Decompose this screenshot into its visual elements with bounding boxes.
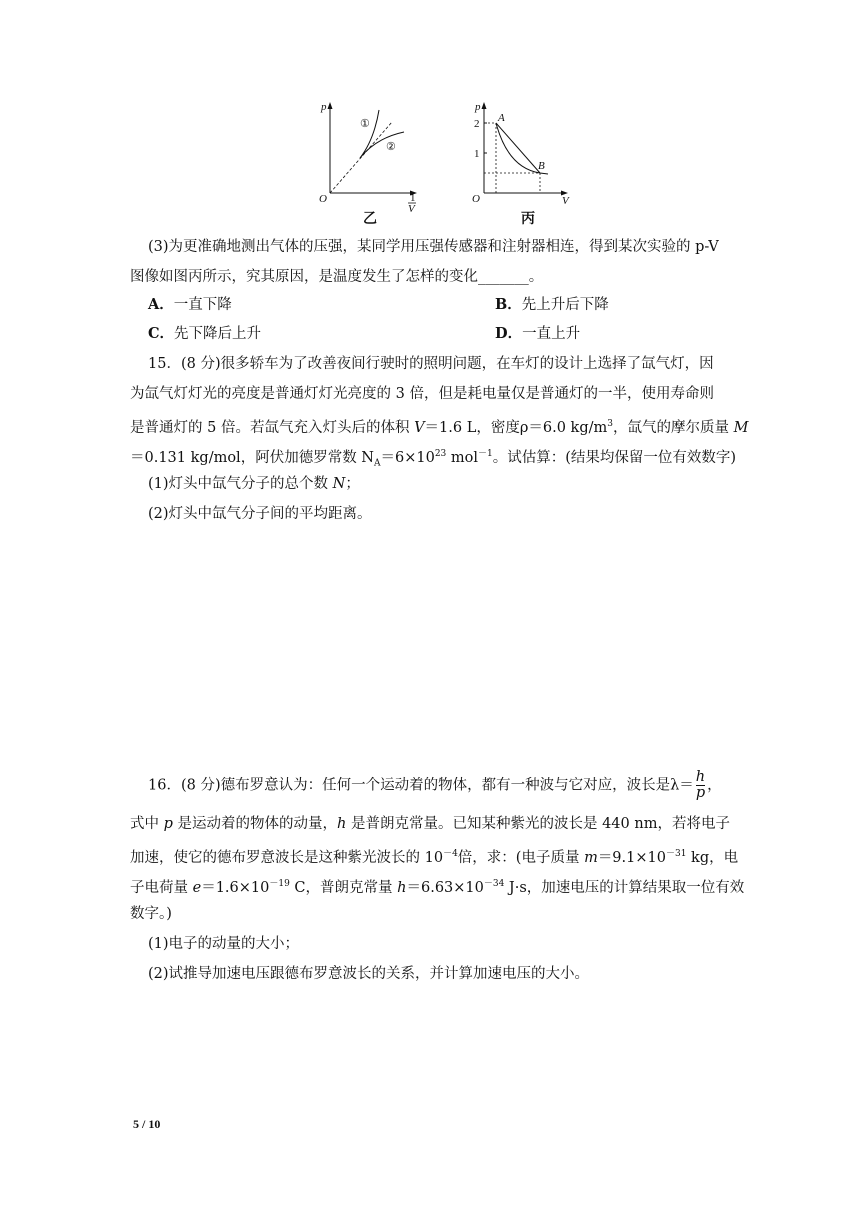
curve-2	[360, 132, 404, 158]
q16-line2-text-c: 是运动着的物体的动量，	[172, 816, 338, 832]
q16-var-m: m	[584, 849, 598, 866]
q15-sup-23: 23	[434, 449, 447, 459]
q15-line4-text-c: ＝6×10	[380, 449, 435, 466]
option-d-key: D．	[495, 325, 523, 342]
q16-line5: 数字。)	[130, 906, 172, 922]
q14-3-line1: (3)为更准确地测出气体的压强，某同学用压强传感器和注射器相连，得到某次实验的 p-V	[148, 239, 719, 255]
q15-sub2: (2)灯头中氙气分子间的平均距离。	[148, 506, 372, 522]
x-axis-label: V	[562, 195, 569, 207]
q16-sup-minus34: －34	[483, 879, 505, 889]
option-c	[148, 323, 261, 345]
q16-line4	[130, 873, 744, 899]
q15-sup-3: 3	[607, 419, 613, 429]
q16-var-h: h	[337, 816, 347, 832]
q16-line3-text-e: ＝9.1×10	[597, 849, 666, 866]
q16-line2	[130, 813, 730, 835]
page-number: 5 / 10	[133, 1117, 161, 1131]
q15-line4-text-e: mol	[446, 449, 479, 466]
figure-yi	[310, 98, 425, 227]
figure-bing-graph	[460, 98, 580, 208]
q16-sub2: (2)试推导加速电压跟德布罗意波长的关系，并计算加速电压的大小。	[148, 966, 590, 982]
option-a-key: A．	[148, 296, 174, 313]
q16-line1	[148, 770, 722, 801]
q15-line4	[130, 443, 736, 475]
q16-line1-end: ，	[707, 777, 722, 794]
q14-3-line2: 图像如图丙所示，究其原因，是温度发生了怎样的变化_______。	[130, 269, 544, 285]
q16-fraction	[696, 770, 705, 801]
q15-line3-text-c: ＝1.6 L，密度ρ＝6.0 kg/m	[424, 419, 608, 436]
y-axis-label: p	[475, 101, 481, 113]
q16-line1-text: 16．(8 分)德布罗意认为：任何一个运动着的物体，都有一种波与它对应，波长是λ＝	[148, 777, 694, 794]
figures-row	[310, 98, 580, 230]
q15-line4-text-g: 。试估算：(结果均保留一位有效数字)	[492, 449, 737, 466]
curve-2-label: ②	[386, 141, 396, 153]
q16-line4-text-i: J·s，加速电压的计算结果取一位有效	[504, 879, 745, 896]
y-axis-label: p	[321, 101, 327, 113]
y-axis-arrow	[328, 102, 333, 109]
q16-line4-text-a: 子电荷量	[130, 879, 193, 896]
q16-sup-minus19: －19	[269, 879, 290, 889]
q15-var-v: V	[414, 419, 425, 436]
option-b-text: 先上升后下降	[521, 297, 609, 313]
option-d	[495, 323, 580, 345]
option-c-key: C．	[148, 325, 175, 342]
q16-line2-text-a: 式中	[130, 816, 164, 832]
q16-var-e: e	[192, 879, 202, 896]
q15-line3-text-a: 是普通灯的 5 倍。若氙气充入灯头后的体积	[130, 419, 415, 436]
curve-1-label: ①	[360, 118, 370, 130]
tick-label-1: 1	[474, 148, 480, 160]
y-axis-arrow	[482, 102, 487, 109]
q16-sub1: (1)电子的动量的大小；	[148, 936, 300, 952]
option-c-text: 先下降后上升	[174, 326, 262, 342]
q15-sub1	[148, 473, 360, 495]
q15-sub-a: A	[374, 458, 381, 469]
q15-line1: 15．(8 分)很多轿车为了改善夜间行驶时的照明问题，在车灯的设计上选择了氙气灯，因	[148, 356, 714, 372]
point-b-label: B	[538, 160, 545, 172]
q16-var-p: p	[163, 816, 173, 832]
figure-yi-caption: 乙	[363, 211, 377, 227]
x-axis-label-num: 1	[410, 192, 416, 204]
q16-line2-text-e: 是普朗克常量。已知某种紫光的波长是 440 nm，若将电子	[346, 816, 730, 832]
q16-sup-minus4: －4	[443, 849, 458, 859]
q16-line3-text-a: 加速，使它的德布罗意波长是这种紫光波长的 10	[130, 849, 444, 866]
q15-sub1-end: ；	[345, 476, 360, 492]
option-d-text: 一直上升	[522, 326, 581, 342]
point-a-label: A	[498, 112, 505, 124]
q16-line4-text-c: ＝1.6×10	[201, 879, 270, 896]
q15-var-n: N	[332, 476, 346, 492]
q16-frac-num: h	[695, 769, 706, 785]
q16-line3-text-g: kg，电	[686, 849, 739, 866]
q15-line3-text-e: ，氙气的摩尔质量	[612, 419, 734, 436]
q16-line4-text-g: ＝6.63×10	[406, 879, 484, 896]
straight-line-ab	[496, 123, 540, 173]
tick-label-2: 2	[474, 118, 480, 130]
figure-yi-graph	[310, 98, 425, 215]
q15-line4-text-a: ＝0.131 kg/mol，阿伏加德罗常数 N	[130, 449, 374, 466]
q15-var-m: M	[733, 419, 749, 436]
q15-line2: 为氙气灯灯光的亮度是普通灯灯光亮度的 3 倍，但是耗电量仅是普通灯的一半，使用寿命则	[130, 386, 714, 402]
q16-line3	[130, 843, 738, 869]
q15-sub1-text: (1)灯头中氙气分子的总个数	[148, 476, 333, 492]
q16-var-h2: h	[397, 879, 407, 896]
q15-sup-minus1: －1	[478, 449, 493, 459]
q16-line4-text-e: C，普朗克常量	[289, 879, 398, 896]
figure-bing	[460, 98, 580, 227]
q15-line3	[130, 413, 748, 439]
figure-bing-caption: 丙	[521, 211, 535, 227]
q16-line3-text-c: 倍，求：(电子质量	[457, 849, 585, 866]
x-axis-label-den: V	[408, 203, 415, 215]
q16-sup-minus31: －31	[665, 849, 687, 859]
option-b-key: B．	[495, 296, 522, 313]
option-a-text: 一直下降	[173, 297, 232, 313]
origin-label: O	[319, 193, 327, 205]
origin-label: O	[472, 193, 480, 205]
q16-frac-den: p	[695, 785, 706, 801]
option-a	[148, 294, 232, 316]
option-b	[495, 294, 609, 316]
